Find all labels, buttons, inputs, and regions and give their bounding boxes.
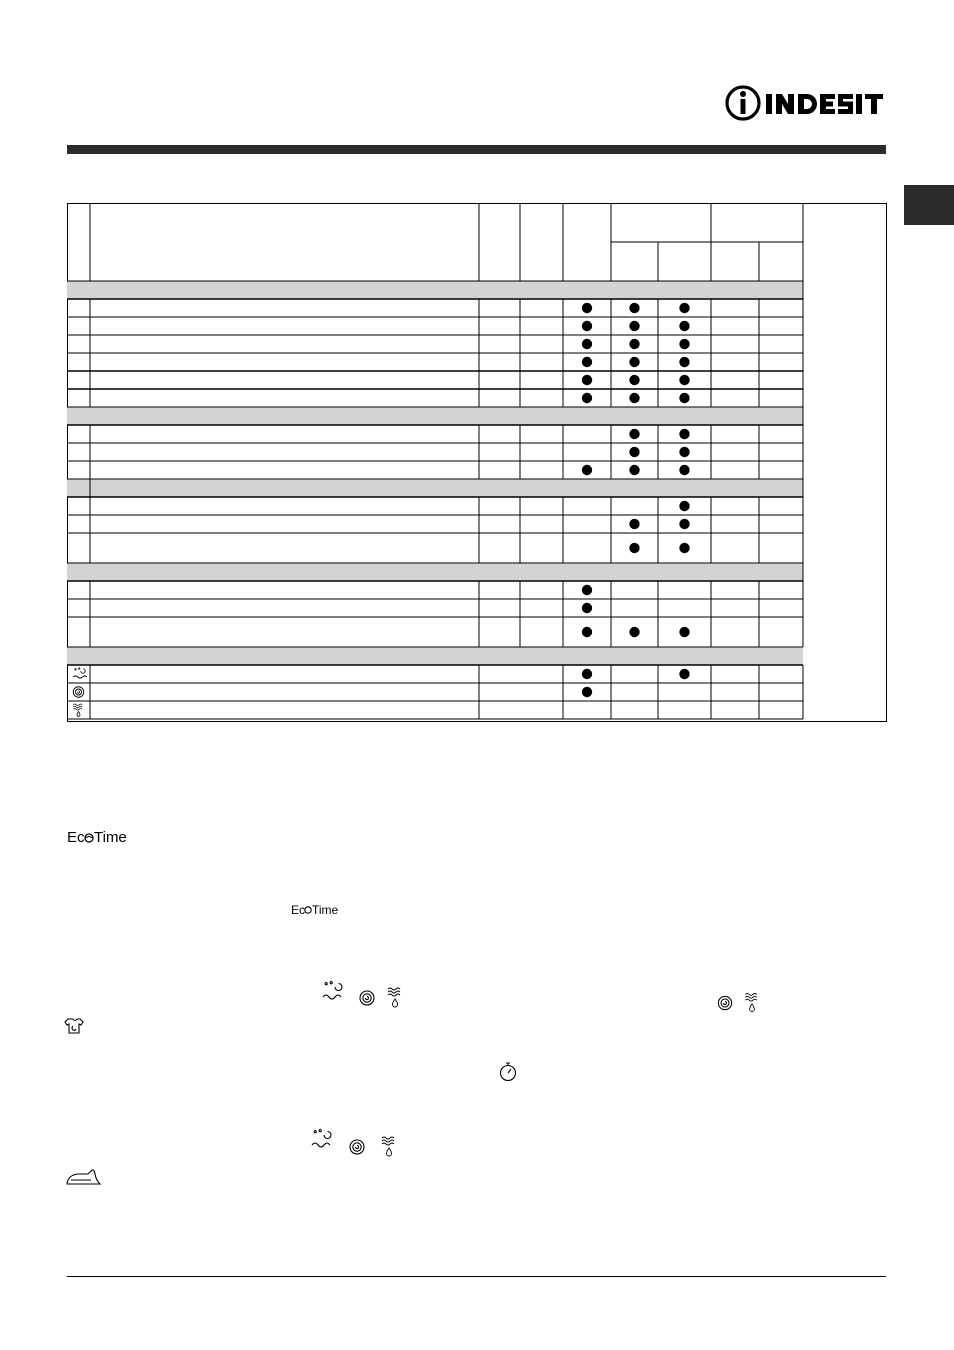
svg-text:Time: Time	[312, 903, 339, 917]
table-dot	[582, 585, 592, 595]
table-dot	[629, 321, 639, 331]
table-dot	[679, 465, 689, 475]
rinse-icon	[312, 975, 352, 1005]
rinse-icon	[301, 1123, 341, 1153]
table-dot	[629, 465, 639, 475]
table-dot	[582, 303, 592, 313]
table-dot	[629, 627, 639, 637]
iron-icon	[66, 1163, 106, 1193]
table-dot	[679, 429, 689, 439]
language-tab[interactable]	[904, 185, 954, 225]
table-dot	[582, 603, 592, 613]
header-rule	[67, 145, 886, 154]
section-band	[67, 281, 803, 299]
drain-icon	[369, 1132, 409, 1162]
table-dot	[679, 543, 689, 553]
table-dot	[679, 627, 689, 637]
table-dot	[582, 357, 592, 367]
section-band	[67, 563, 803, 581]
table-dot	[679, 357, 689, 367]
section-band	[67, 407, 803, 425]
drain-icon	[73, 704, 82, 716]
programme-table	[67, 203, 887, 722]
table-dot	[679, 375, 689, 385]
table-dot	[582, 669, 592, 679]
ecotime-inline-icon	[291, 902, 341, 918]
table-dot	[629, 303, 639, 313]
table-dot	[582, 375, 592, 385]
table-dot	[582, 627, 592, 637]
table-icons	[73, 668, 87, 717]
table-dot	[629, 543, 639, 553]
section-band	[67, 479, 803, 497]
table-dot	[629, 393, 639, 403]
table-dots	[582, 303, 690, 697]
table-dot	[582, 465, 592, 475]
svg-text:Ec: Ec	[67, 829, 85, 846]
table-dot	[679, 519, 689, 529]
table-dot	[582, 687, 592, 697]
ecotime-icon	[67, 828, 129, 846]
table-dot	[582, 393, 592, 403]
drain-icon	[375, 983, 415, 1013]
indesit-logo	[724, 82, 888, 124]
drain-icon	[732, 988, 772, 1018]
footer-rule	[67, 1276, 886, 1277]
table-body	[67, 203, 803, 719]
table-dot	[629, 339, 639, 349]
table-dot	[629, 519, 639, 529]
table-dot	[679, 393, 689, 403]
table-dot	[582, 321, 592, 331]
section-band	[67, 647, 803, 665]
table-dot	[679, 447, 689, 457]
table-dot	[679, 669, 689, 679]
spin-icon	[73, 687, 84, 698]
table-dot	[629, 357, 639, 367]
timer-icon	[488, 1057, 528, 1087]
table-dot	[679, 321, 689, 331]
table-dot	[629, 375, 639, 385]
table-dot	[582, 339, 592, 349]
table-dot	[629, 429, 639, 439]
table-dot	[679, 339, 689, 349]
table-dot	[629, 447, 639, 457]
table-dot	[679, 501, 689, 511]
svg-text:Ec: Ec	[291, 903, 306, 917]
rinse-icon	[73, 668, 87, 679]
table-dot	[679, 303, 689, 313]
svg-text:Time: Time	[94, 829, 127, 846]
shirt-icon	[54, 1011, 94, 1041]
